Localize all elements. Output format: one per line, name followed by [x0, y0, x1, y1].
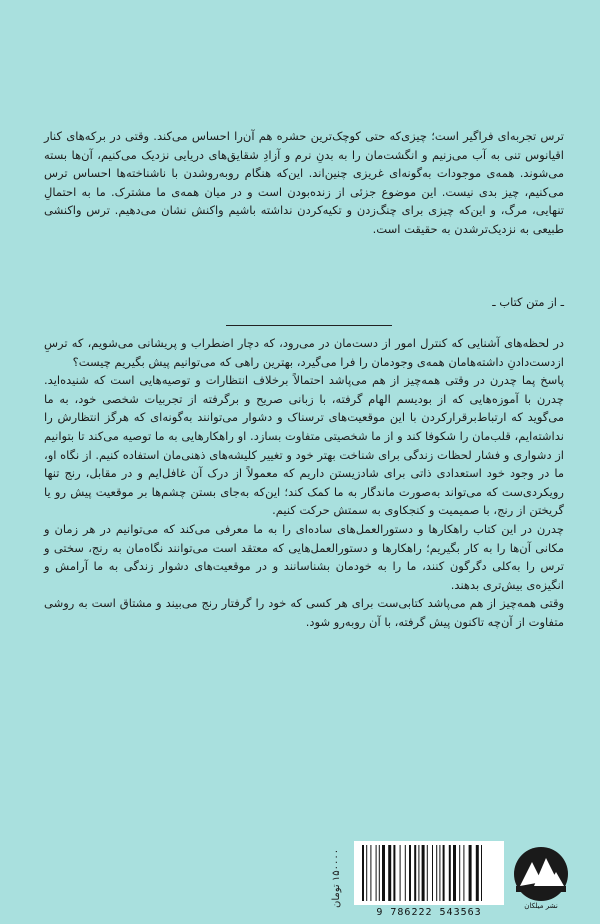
barcode-bar: [427, 845, 428, 901]
barcode-bar: [453, 845, 456, 901]
quote-source: ـ از متن کتاب ـ: [492, 295, 564, 309]
barcode-bar: [382, 845, 385, 901]
description: [44, 334, 564, 632]
barcode-bar: [370, 845, 371, 901]
description-paragraph: در لحظه‌های آشنایی که کنترل امور از دست‌مان در می‌رود، که دچار اضطراب و پریشانی می‌شویم، که ترسِ از‌دست‌دادنِ داشته‌هامان همه‌ی وجودمان را فرا می‌گیرد، بهترین راهی که می‌توانیم پیش بگیریم چیست؟: [44, 336, 564, 369]
barcode-bar: [463, 845, 464, 901]
barcode-bar: [376, 845, 377, 901]
barcode-bar: [388, 845, 391, 901]
barcode-bar: [422, 845, 425, 901]
barcode-bar: [418, 845, 419, 901]
barcode-bar: [400, 845, 401, 901]
barcode-number: 9 786222 543563: [376, 907, 482, 918]
barcode-bar: [443, 845, 445, 901]
description-paragraph: وقتی همه‌چیز از هم می‌پاشد کتابی‌ست برای هر کسی که خود را گرفتار رنج می‌بیند و مشتاق است به روشی متفاوت از آن‌چه تاکنون پیش گرفته، با آن روبه‌رو شود.: [44, 596, 564, 629]
publisher-name: نشر میلکان: [524, 902, 558, 910]
barcode-bar: [449, 845, 451, 901]
barcode-bar: [414, 845, 416, 901]
barcode-bar: [432, 845, 433, 901]
description-paragraph: چدرن در این کتاب راهکارها و دستورالعمل‌های ساده‌ای را به ما معرفی می‌کند که می‌توانیم در هر زمان و مکانی آن‌ها را به کار بگیریم؛ راهکارها و دستورالعمل‌هایی که معتقد است می‌توانند نگاه‌مان به رنج، سختی و ترس را به‌کلی دگرگون کنند، ما را به خودمان بشناسانند و در موقعیت‌های دشوار زندگی به ما آرامش و انگیزه‌ی بیش‌تری بدهند.: [44, 521, 564, 592]
barcode-bar: [481, 845, 482, 901]
barcode-bars: [354, 841, 504, 905]
quote-text: ترس تجربه‌ای فراگیر است؛ چیزی‌که حتی کوچک‌ترین حشره هم آن‌را احساس می‌کند. وقتی در برکه‌های کنار اقیانوس تنی به آب می‌زنیم و انگشت‌مان را به بدنِ نرم و آزادِ شقایق‌های دریایی نزدیک می‌کنیم، آن‌ها بسته می‌شوند. همه‌ی موجودات به‌گونه‌ای غریزی چنین‌اند. این‌که هنگام رو‌به‌روشدن با ناشناخته‌ها احساس ترس می‌کنیم، چیز بدی نیست. این موضوع جزئی از زنده‌بودن است و در میان همه‌ی ما مشترک. ما به احتمالِ تنهایی، مرگ، و این‌که چیزی برای چنگ‌زدن و تکیه‌کردن نداشته باشیم واکنش نشان می‌دهیم. ترس واکنشی طبیعی به نزدیک‌ترشدن به حقیقت است.: [44, 129, 564, 236]
barcode-bar: [436, 845, 437, 901]
barcode-bar: [476, 845, 479, 901]
barcode-bar: [439, 845, 440, 901]
barcode-bar: [366, 845, 367, 901]
barcode-image: [354, 841, 504, 905]
divider: [226, 325, 392, 326]
barcode-bar: [405, 845, 406, 901]
barcode-bar: [469, 845, 472, 901]
barcode-bar: [459, 845, 460, 901]
barcode-bar: [362, 845, 364, 901]
barcode-bar: [393, 845, 395, 901]
price-label: ۱۵۰۰۰۰ تومان: [331, 848, 342, 908]
description-paragraph: پاسخ پما چدرن در وقتی همه‌چیز از هم می‌پاشد احتمالاً برخلاف انتظارات و توصیه‌هایی است که شنیده‌اید. چدرن با آموزه‌هایی که از بودیسم الهام گرفته، با زبانی صریح و برگرفته از تجربیات شخصی خود، به ما می‌گوید که ارتباط‌برقرارکردن با این موقعیت‌های ترسناک و دشوار می‌توانند به‌گونه‌ای که هرگز انتظارش را نداشته‌ایم، قلب‌مان را شکوفا کند و از ما شخصیتی متفاوت بسازد. او راهکارهایی به ما توصیه می‌کند تا بتوانیم از دشواری و فشار لحظات زندگی برای شناخت بهتر خود و تغییر کلیشه‌های ذهنی‌مان استفاده کنیم. از نگاه او، ما در وجود خود استعدادی ذاتی برای شادزیستن داریم که معمولاً از درک آن غافل‌ایم و در مقابل، رنج تنها رویکردی‌ست که می‌تواند به‌صورت ماندگار به ما کمک کند؛ این‌که به‌جای بستن چشم‌ها بر موقعیت پیش رو یا گریختن از رنج، با صمیمیت و کنجکاوی به سمتش حرکت کنیم.: [44, 373, 564, 518]
barcode: [354, 841, 504, 919]
barcode-bar: [379, 845, 380, 901]
barcode-bar: [409, 845, 411, 901]
